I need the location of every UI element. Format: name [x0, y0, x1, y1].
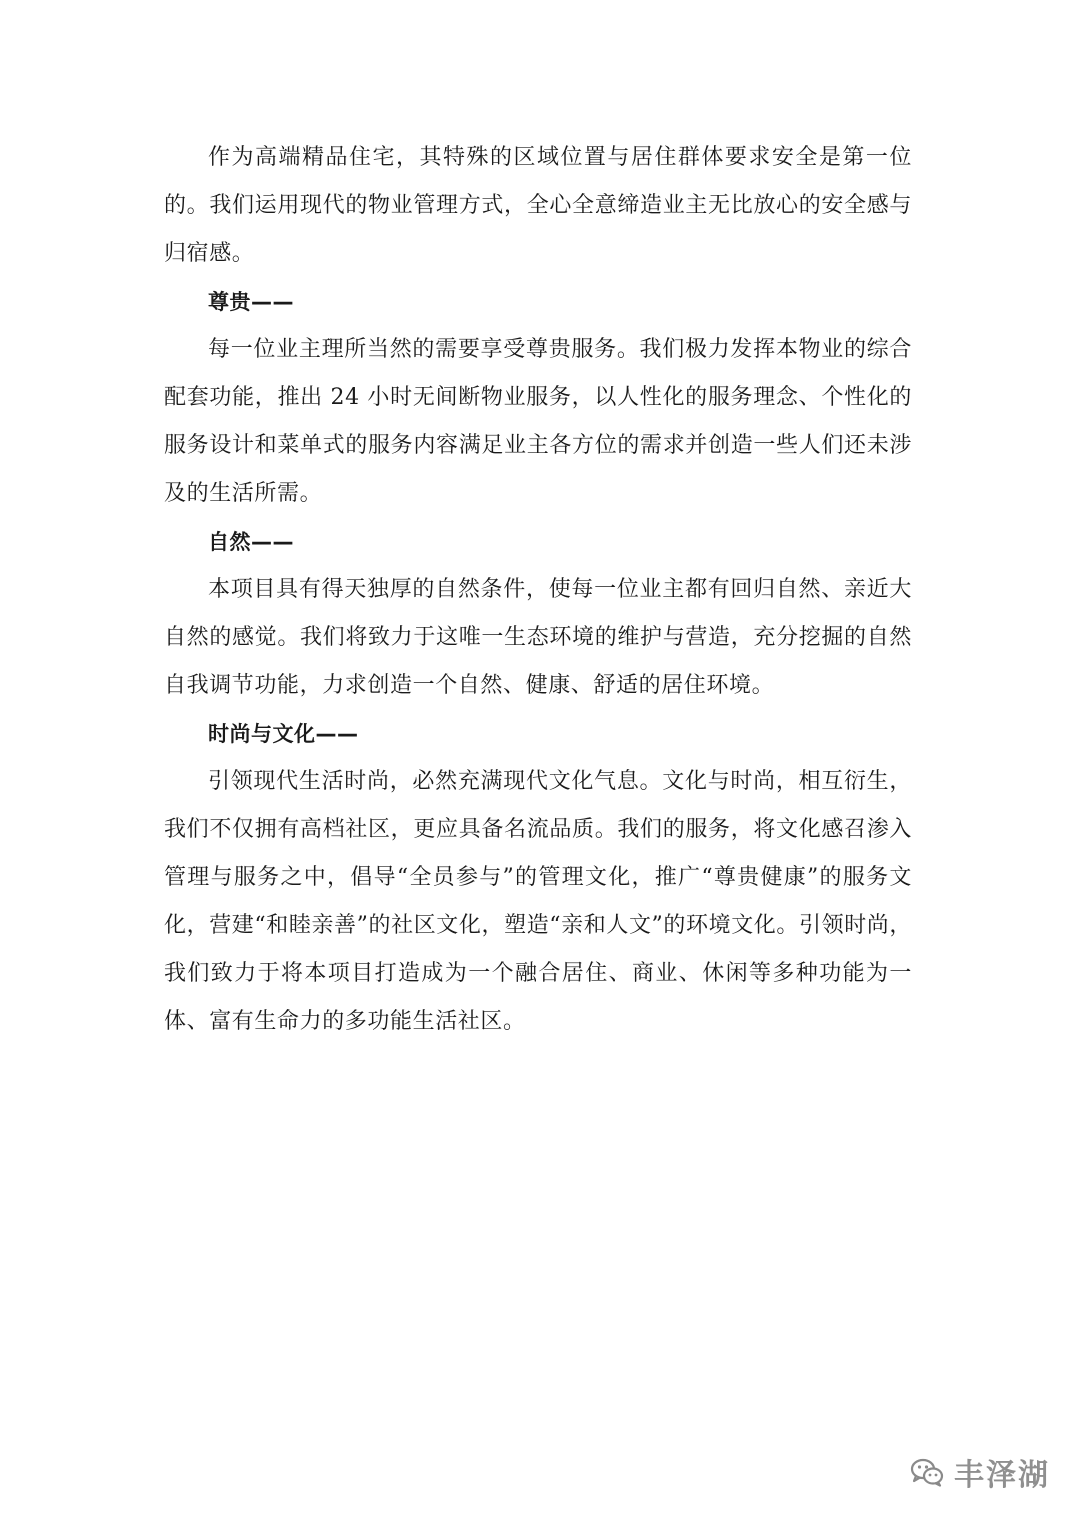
watermark-text: 丰泽湖	[954, 1458, 1050, 1493]
watermark	[910, 1450, 1050, 1494]
section-body-noble: 每一位业主理所当然的需要享受尊贵服务。我们极力发挥本物业的综合配套功能，推出 24 小时无间断物业服务，以人性化的服务理念、个性化的服务设计和菜单式的服务内容满足业主各方位的需求并创造一些人们还未涉及的生活所需。	[164, 337, 912, 506]
section-heading-noble: 尊贵——	[208, 290, 294, 314]
section-heading-fashion-culture: 时尚与文化——	[208, 722, 359, 746]
wechat-icon	[910, 1457, 944, 1487]
section-heading-nature: 自然——	[208, 530, 294, 554]
section-body-fashion-culture: 引领现代生活时尚，必然充满现代文化气息。文化与时尚，相互衍生，我们不仅拥有高档社区，更应具备名流品质。我们的服务，将文化感召渗入管理与服务之中，倡导“全员参与”的管理文化，推广“尊贵健康”的服务文化，营建“和睦亲善”的社区文化，塑造“亲和人文”的环境文化。引领时尚，我们致力于将本项目打造成为一个融合居住、商业、休闲等多种功能为一体、富有生命力的多功能生活社区。	[164, 769, 912, 1034]
section-body-nature: 本项目具有得天独厚的自然条件，使每一位业主都有回归自然、亲近大自然的感觉。我们将致力于这唯一生态环境的维护与营造，充分挖掘的自然自我调节功能，力求创造一个自然、健康、舒适的居住环境。	[164, 577, 912, 698]
intro-paragraph: 作为高端精品住宅，其特殊的区域位置与居住群体要求安全是第一位的。我们运用现代的物业管理方式，全心全意缔造业主无比放心的安全感与归宿感。	[164, 145, 912, 266]
document-body	[164, 134, 912, 1046]
